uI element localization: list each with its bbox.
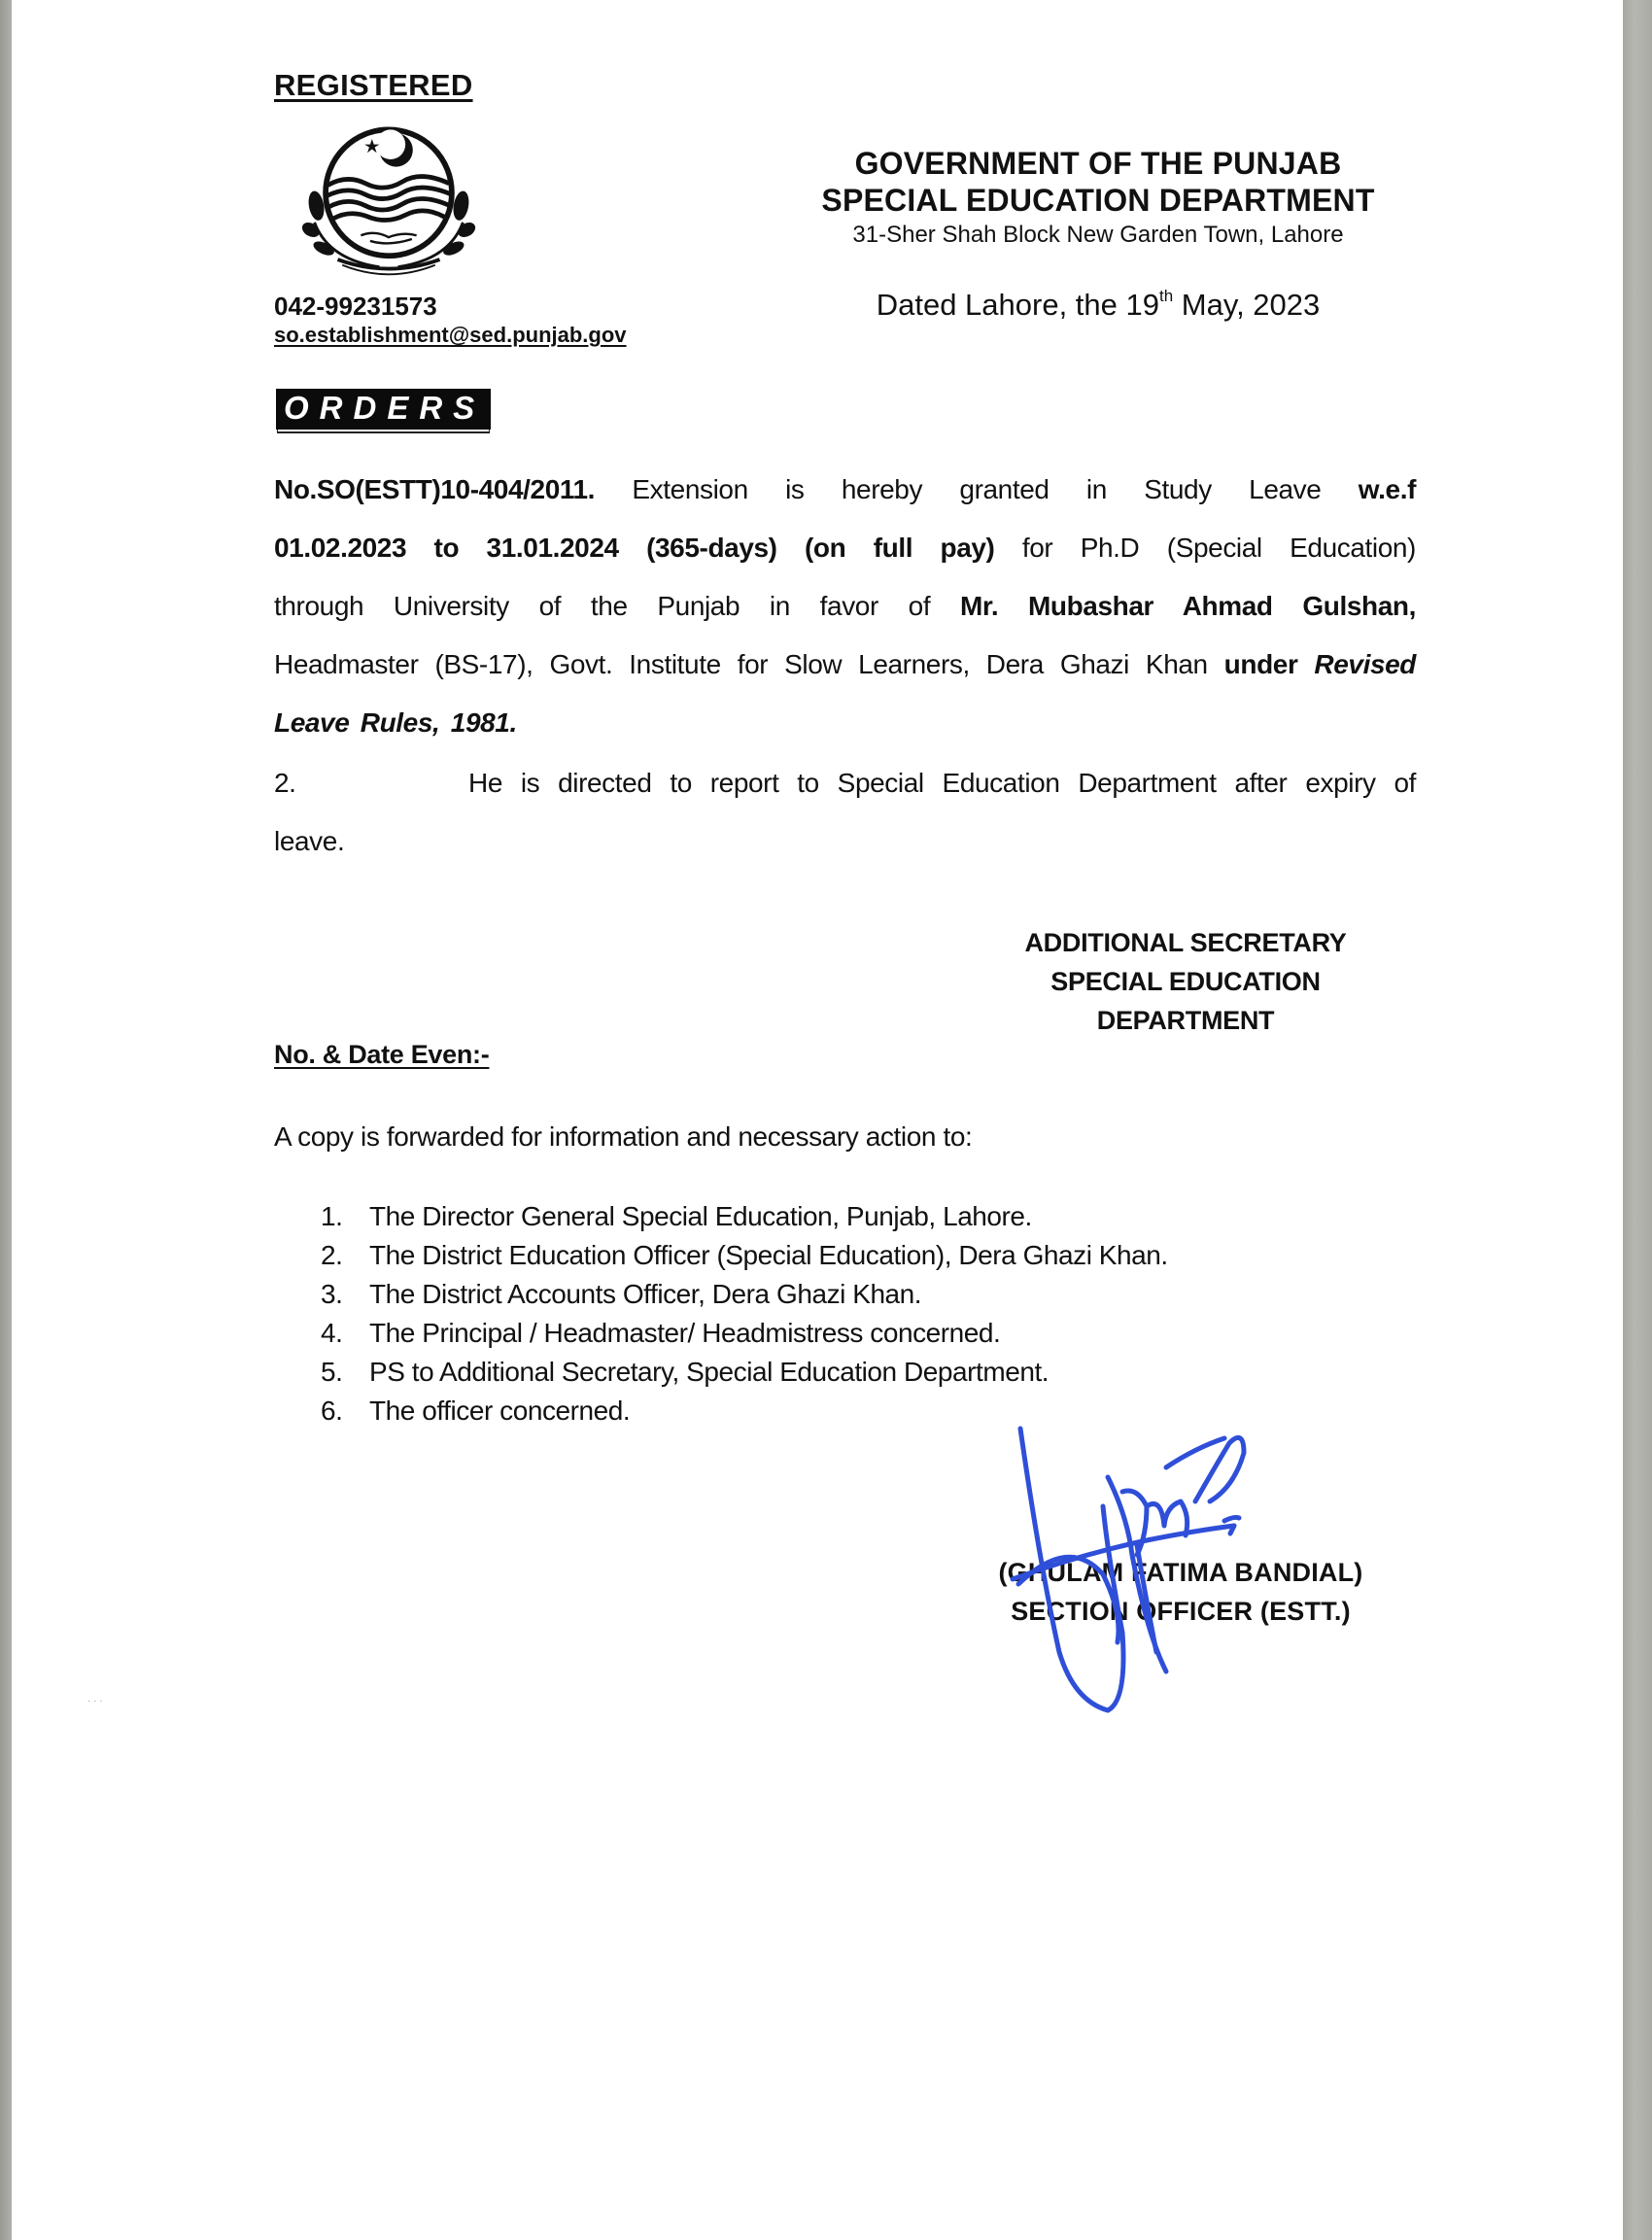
recipient-number: 3. [321,1279,343,1309]
issuer-line-2: SPECIAL EDUCATION [1050,967,1321,996]
signatory-name: (GHULAM FATIMA BANDIAL) [998,1558,1363,1587]
recipient-text: The District Accounts Officer, Dera Ghazi Khan. [369,1279,922,1309]
order-text-3: through University of the Punjab in favor of [274,591,960,621]
recipient-text: The Director General Special Education, Punjab, Lahore. [369,1201,1032,1231]
order-text-4: Headmaster (BS-17), Govt. Institute for Slow Learners, Dera Ghazi Khan [274,649,1224,679]
recipient-text: The officer concerned. [369,1396,631,1426]
para2-end: leave. [274,826,345,856]
orders-heading: ORDERS [276,389,491,430]
scan-edge-left [0,0,12,2240]
order-paragraph-2 [274,754,1416,871]
recipient-number: 5. [321,1357,343,1387]
recipient-item [321,1353,1168,1392]
order-paragraph-1 [274,461,1416,752]
department-address: 31-Sher Shah Block New Garden Town, Lahore [852,222,1344,248]
order-rules-2: Leave Rules, 1981. [274,707,517,738]
order-line-3 [274,577,1416,636]
issuer-block [981,923,1390,1040]
dated-line [758,288,1438,323]
issuer-line-1: ADDITIONAL SECRETARY [1024,928,1347,957]
recipient-item [321,1197,1168,1236]
recipient-item [321,1314,1168,1353]
recipient-number: 1. [321,1201,343,1231]
recipient-text: The District Education Officer (Special Education), Dera Ghazi Khan. [369,1240,1168,1270]
order-text-2: for Ph.D (Special Education) [994,533,1416,563]
scan-specks: · · · [87,1696,103,1706]
order-line-4 [274,636,1416,694]
para2-number: 2. [274,768,296,798]
recipient-text: PS to Additional Secretary, Special Education Department. [369,1357,1050,1387]
signatory-title: SECTION OFFICER (ESTT.) [1011,1597,1351,1626]
para2-line-1 [274,754,1416,812]
recipient-number: 6. [321,1396,343,1426]
order-under: under [1223,649,1315,679]
dated-ordinal: th [1159,287,1174,305]
dated-suffix: May, 2023 [1173,288,1321,322]
handwritten-signature [1001,1409,1312,1730]
order-number: No.SO(ESTT)10-404/2011. [274,474,596,504]
government-title: GOVERNMENT OF THE PUNJAB [854,146,1342,181]
order-rules-1: Revised [1314,649,1416,679]
order-line-5 [274,694,1416,752]
recipient-item [321,1236,1168,1275]
recipient-item [321,1275,1168,1314]
order-wef: w.e.f [1358,474,1416,504]
department-title: SPECIAL EDUCATION DEPARTMENT [821,183,1375,218]
order-period: 01.02.2023 to 31.01.2024 (365-days) (on full pay) [274,533,995,563]
recipient-text: The Principal / Headmaster/ Headmistress concerned. [369,1318,1001,1348]
scan-edge-right [1623,0,1652,2240]
recipient-number: 2. [321,1240,343,1270]
order-line-1 [274,461,1416,519]
issuer-line-3: DEPARTMENT [1096,1006,1275,1035]
dated-prefix: Dated Lahore, the 19 [876,288,1159,322]
officer-name: Mr. Mubashar Ahmad Gulshan, [959,591,1416,621]
recipient-number: 4. [321,1318,343,1348]
order-line-2 [274,519,1416,577]
para2-text: He is directed to report to Special Education Department after expiry of [468,768,1416,798]
copy-forward-text: A copy is forwarded for information and necessary action to: [274,1121,973,1152]
no-date-even-label: No. & Date Even:- [274,1040,490,1069]
punjab-seal-logo [287,117,491,282]
registered-label: REGISTERED [274,68,473,102]
email-link[interactable]: so.establishment@sed.punjab.gov [274,323,627,347]
phone-number: 042-99231573 [274,292,437,321]
order-text-1: Extension is hereby granted in Study Leave [595,474,1359,504]
recipient-list [321,1197,1168,1430]
